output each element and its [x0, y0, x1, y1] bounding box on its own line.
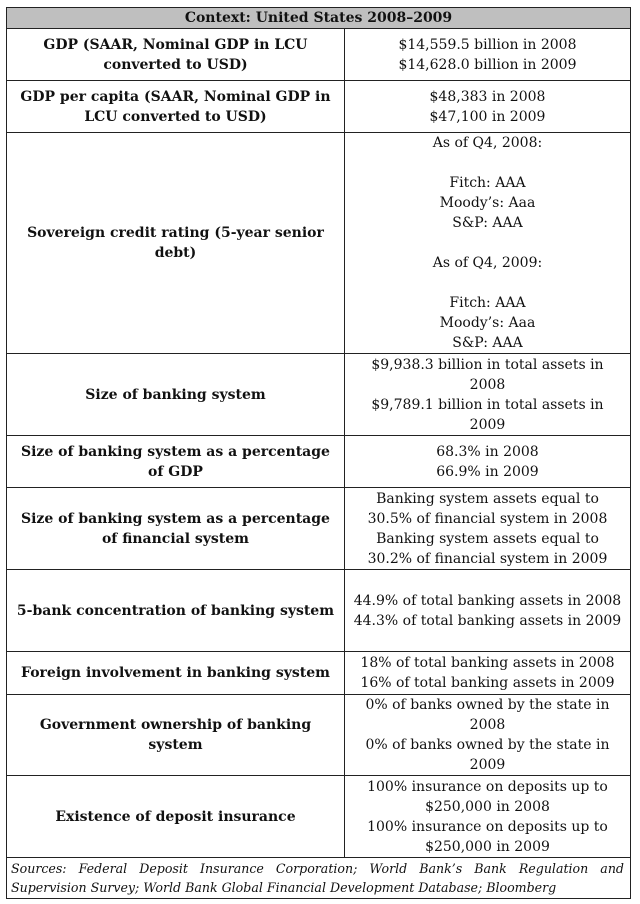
value-line: S&P: AAA — [452, 335, 523, 351]
row-label: Foreign involvement in banking system — [7, 652, 345, 695]
value-line: $14,559.5 billion in 2008 — [398, 36, 577, 53]
table-row — [7, 133, 631, 354]
sources-note: Sources: Federal Deposit Insurance Corporation; World Bank’s Bank Regulation and Supervision Survey; World Bank Global Financial Development Database; Bloomberg — [7, 858, 631, 899]
value-line: 68.3% in 2008 — [436, 443, 539, 460]
table-row — [7, 354, 631, 436]
value-line: 44.3% of total banking assets in 2009 — [353, 612, 622, 629]
value-line: Fitch: AAA — [449, 175, 526, 191]
row-value — [344, 29, 630, 81]
value-line: Banking system assets equal to 30.2% of financial system in 2009 — [367, 530, 608, 567]
row-label: Sovereign credit rating (5-year senior debt) — [7, 133, 345, 354]
table-row — [7, 488, 631, 570]
value-line: 0% of banks owned by the state in 2009 — [365, 737, 610, 773]
row-label: Size of banking system as a percentage of GDP — [7, 436, 345, 488]
row-label: 5-bank concentration of banking system — [7, 570, 345, 652]
context-table — [6, 7, 631, 899]
value-line: As of Q4, 2009: — [432, 255, 543, 271]
table-title: Context: United States 2008–2009 — [7, 8, 631, 29]
row-value — [344, 776, 630, 858]
value-line: Fitch: AAA — [449, 295, 526, 311]
table-title-row — [7, 8, 631, 29]
table-row — [7, 436, 631, 488]
table-row — [7, 29, 631, 81]
row-value — [344, 436, 630, 488]
row-value — [344, 133, 630, 354]
row-value — [344, 652, 630, 695]
value-line: $47,100 in 2009 — [429, 108, 546, 125]
value-line: 66.9% in 2009 — [436, 463, 539, 480]
value-line: $48,383 in 2008 — [429, 88, 546, 105]
context-table-body — [7, 8, 631, 899]
value-line: 44.9% of total banking assets in 2008 — [353, 592, 622, 609]
value-line: 0% of banks owned by the state in 2008 — [365, 697, 610, 733]
sources-row — [7, 858, 631, 899]
value-line: Moody’s: Aaa — [439, 315, 536, 331]
table-row — [7, 570, 631, 652]
value-line: Banking system assets equal to 30.5% of financial system in 2008 — [367, 490, 608, 527]
value-line: 18% of total banking assets in 2008 — [360, 655, 615, 671]
row-value — [344, 81, 630, 133]
row-label: Size of banking system — [7, 354, 345, 436]
value-line: 16% of total banking assets in 2009 — [360, 675, 615, 691]
row-value — [344, 695, 630, 776]
value-line: 100% insurance on deposits up to $250,000 in 2009 — [367, 818, 608, 855]
table-row — [7, 695, 631, 776]
row-label: GDP (SAAR, Nominal GDP in LCU converted to USD) — [7, 29, 345, 81]
value-line: 100% insurance on deposits up to $250,000 in 2008 — [367, 778, 608, 815]
row-label: GDP per capita (SAAR, Nominal GDP in LCU converted to USD) — [7, 81, 345, 133]
context-table-container — [6, 7, 631, 899]
row-label: Government ownership of banking system — [7, 695, 345, 776]
row-value — [344, 354, 630, 436]
table-row — [7, 652, 631, 695]
value-line: Moody’s: Aaa — [439, 195, 536, 211]
row-value — [344, 488, 630, 570]
value-line: $14,628.0 billion in 2009 — [398, 56, 577, 73]
value-line: As of Q4, 2008: — [432, 135, 543, 151]
row-label: Existence of deposit insurance — [7, 776, 345, 858]
blank-line — [353, 273, 622, 293]
table-row — [7, 776, 631, 858]
value-line: $9,938.3 billion in total assets in 2008 — [371, 356, 604, 393]
row-value — [344, 570, 630, 652]
blank-line — [353, 233, 622, 253]
row-label: Size of banking system as a percentage of financial system — [7, 488, 345, 570]
blank-line — [353, 153, 622, 173]
value-line: S&P: AAA — [452, 215, 523, 231]
table-row — [7, 81, 631, 133]
value-line: $9,789.1 billion in total assets in 2009 — [371, 396, 604, 433]
